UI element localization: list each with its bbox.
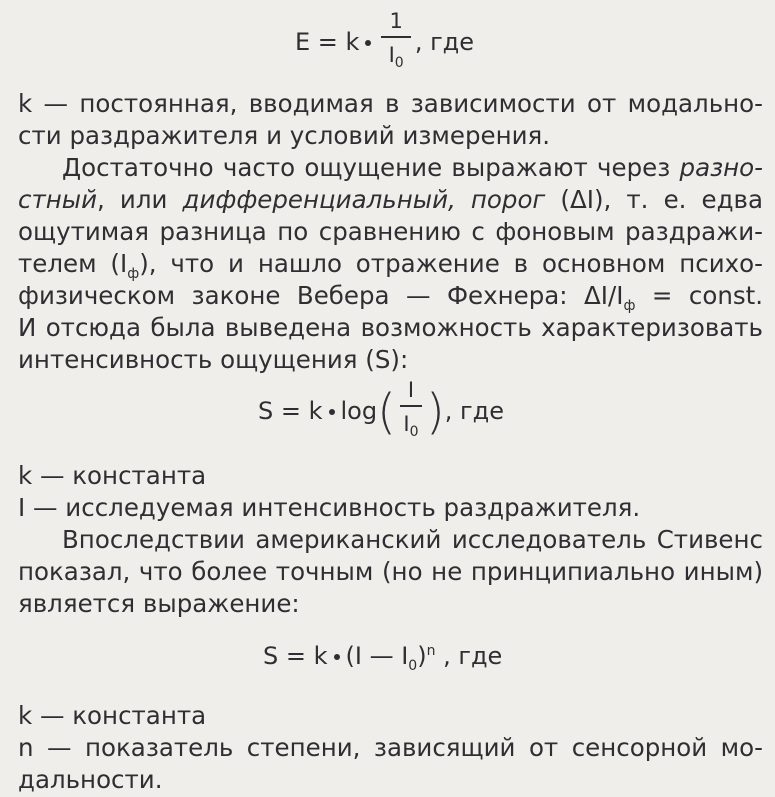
definition-line: k — константа — [18, 701, 207, 730]
formula-lhs: E = k — [295, 28, 360, 57]
definition-line: k — константа — [18, 461, 207, 490]
definition-line: n — показатель степени, зависящий от сенсорной мо- — [18, 733, 763, 762]
formula-lhs: S = k — [258, 397, 323, 426]
fraction — [400, 375, 422, 449]
definition-line: I — исследуемая интенсивность раздражителя. — [18, 493, 641, 522]
fraction-numerator: 1 — [381, 6, 410, 38]
multiply-dot — [329, 409, 335, 415]
left-paren: ( — [377, 384, 396, 441]
paragraph-line: ощутимая разница по сравнению с фоновым раздражи- — [18, 217, 763, 246]
formula-suffix: , где — [435, 642, 503, 670]
fraction-numerator: I — [400, 375, 422, 407]
formula-stevens: S = k (I — $I_0)^n$ , где — [263, 642, 503, 674]
formula-weber — [295, 6, 474, 80]
formula-lhs: S = k — [263, 642, 328, 670]
formula-suffix: , где — [414, 28, 475, 57]
paragraph-line: интенсивность ощущения (S): — [18, 345, 409, 374]
formula-suffix: , где — [444, 397, 504, 426]
fraction-denominator: $I_0$ — [403, 412, 419, 441]
paragraph-line: сти раздражителя и условий измерения. — [18, 121, 551, 150]
paragraph-line: Достаточно часто ощущение выражают через разно- — [62, 153, 763, 182]
multiply-dot — [365, 40, 371, 46]
fraction — [381, 6, 410, 80]
multiply-dot — [334, 654, 340, 660]
formula-fechner — [258, 375, 504, 449]
paragraph-line: физическом законе Вебера — Фехнера: $\Delta I/I_ф$ = const. — [18, 281, 764, 314]
paragraph-line: показал, что более точным (но не принципиально иным) — [18, 557, 763, 586]
paragraph-line: Впоследствии американский исследователь Стивенс — [62, 525, 763, 554]
log-function: log — [340, 397, 378, 426]
paragraph-line: И отсюда была выведена возможность характеризовать — [18, 313, 763, 342]
definition-line: дальности. — [18, 765, 163, 794]
fraction-denominator: $I_0$ — [388, 43, 404, 72]
paragraph-line: является выражение: — [18, 589, 300, 618]
paragraph-line: телем $(I_ф)$, что и нашло отражение в основном психо- — [18, 249, 763, 282]
paragraph-line: стный, или дифференциальный, порог (ΔI), т. е. едва — [18, 185, 763, 214]
paragraph-line: k — постоянная, вводимая в зависимости от модально- — [18, 89, 763, 118]
right-paren: ) — [426, 384, 445, 441]
